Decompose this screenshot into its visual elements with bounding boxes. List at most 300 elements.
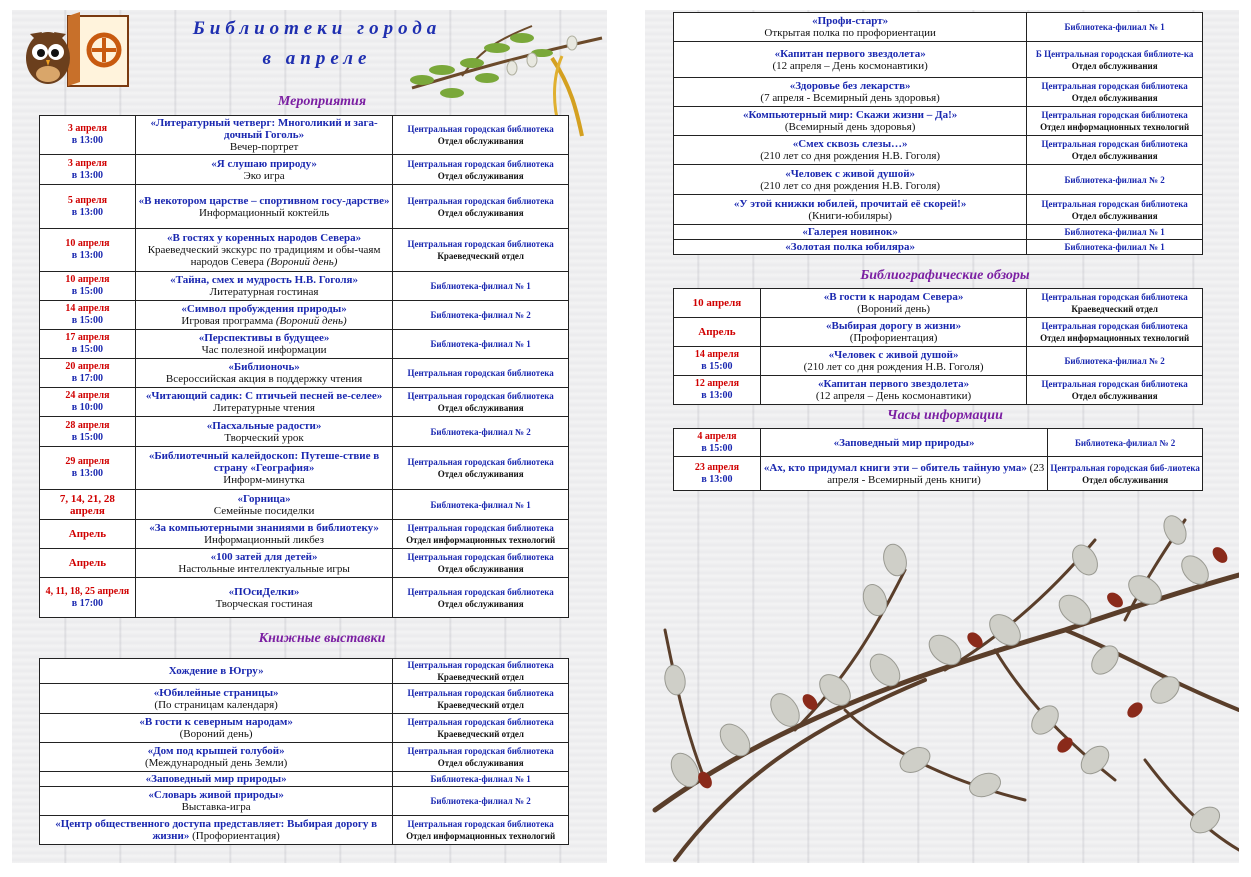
- event-subtitle-note: (Вороний день): [275, 315, 347, 327]
- table-row: [40, 155, 569, 185]
- event-title: Хождение в Югру»: [168, 665, 264, 677]
- title-line-1: Библиотеки города: [192, 18, 442, 39]
- venue-cell: [393, 520, 569, 549]
- date-cell: [40, 155, 136, 185]
- venue-library: Центральная городская библиотека: [1041, 110, 1188, 120]
- event-time: в 13:00: [71, 250, 104, 261]
- venue-library: Центральная городская биб-лиотека: [1050, 462, 1200, 473]
- venue-cell: [1027, 240, 1203, 255]
- event-date: 29 апреля: [65, 456, 110, 467]
- venue-department: Краеведческий отдел: [437, 672, 524, 682]
- event-subtitle: Информационный ликбез: [204, 534, 325, 546]
- table-row: [674, 78, 1203, 107]
- event-title: «Читающий садик: С птичьей песней ве-селее» Литературные чтения: [145, 390, 383, 414]
- date-cell: [674, 429, 761, 457]
- event-subtitle: (Вороний день): [857, 303, 931, 315]
- event-cell: [674, 225, 1027, 240]
- event-time: в 13:00: [71, 135, 104, 146]
- event-cell: [135, 490, 392, 520]
- event-title: «Здоровье без лекарств»: [789, 80, 911, 92]
- event-subtitle: (Международный день Земли): [144, 757, 288, 769]
- event-title: «Золотая полка юбиляра»: [785, 241, 915, 253]
- event-subtitle: Эко игра: [243, 169, 285, 182]
- table-row: [40, 549, 569, 578]
- table-row: [40, 272, 569, 301]
- table-row: [674, 240, 1203, 255]
- venue-cell: [1027, 78, 1203, 107]
- venue-cell: [393, 772, 569, 787]
- venue-department: Отдел информационных технологий: [406, 831, 556, 841]
- venue-library: Центральная городская библиотека: [407, 391, 554, 401]
- venue-department: Отдел обслуживания: [437, 564, 524, 574]
- event-subtitle: Вечер-портрет: [229, 141, 299, 153]
- table-row: [674, 165, 1203, 195]
- venue-cell: [1027, 136, 1203, 165]
- venue-library: Библиотека-филиал № 1: [430, 281, 531, 291]
- venue-library: Центральная городская библиотека: [407, 195, 554, 206]
- event-title: «Человек с живой душой»: [828, 349, 959, 361]
- event-title: «Юбилейные страницы»: [153, 686, 279, 699]
- event-title: «Капитан первого звездолета»: [817, 378, 970, 390]
- venue-cell: [1027, 107, 1203, 136]
- date-cell: [674, 376, 761, 405]
- venue-library: Б Центральная городская библиоте-ка: [1035, 48, 1194, 59]
- event-date: 12 апреля: [694, 378, 739, 389]
- table-row: [40, 772, 569, 787]
- event-title: «Заповедный мир природы»: [145, 773, 287, 785]
- table-row: [40, 520, 569, 549]
- event-subtitle: Игровая программа (Вороний день): [181, 315, 347, 327]
- venue-library: Центральная городская библиотека: [407, 586, 554, 597]
- venue-library: Центральная городская библиотека: [407, 687, 554, 698]
- event-subtitle: (210 лет со дня рождения Н.В. Гоголя): [803, 361, 984, 373]
- event-time: в 15:00: [701, 361, 733, 372]
- venue-department: Отдел информационных технологий: [1040, 333, 1190, 343]
- venue-department: Отдел обслуживания: [1071, 210, 1158, 221]
- venue-library: Центральная городская библиотека: [407, 717, 554, 727]
- date-cell: [674, 289, 761, 318]
- event-cell: [135, 155, 392, 185]
- event-date: Апрель: [68, 557, 107, 569]
- event-title: «Смех сквозь слезы…»: [792, 138, 908, 150]
- event-subtitle: (По страницам календаря): [154, 698, 278, 711]
- event-date: 7, 14, 21, 28 апреля: [59, 492, 115, 517]
- event-cell: [674, 136, 1027, 165]
- event-title: «100 затей для детей»: [210, 551, 318, 563]
- venue-library: Центральная городская библиотека: [407, 158, 554, 169]
- venue-library: Библиотека-филиал № 2: [1074, 437, 1176, 448]
- date-cell: [40, 549, 136, 578]
- event-time: в 17:00: [71, 373, 104, 384]
- event-title: «У этой книжки юбилей, прочитай её скорей!»: [733, 197, 967, 210]
- event-cell: [760, 318, 1026, 347]
- event-title: «В гости к северным народам»: [139, 716, 293, 728]
- date-cell: [40, 359, 136, 388]
- venue-department: Отдел информационных технологий: [1040, 122, 1190, 132]
- venue-cell: [1027, 225, 1203, 240]
- event-cell: [40, 659, 393, 684]
- table-row: [40, 578, 569, 618]
- table-row: [40, 787, 569, 816]
- table-row: [674, 225, 1203, 240]
- venue-cell: [393, 714, 569, 743]
- event-cell: [674, 195, 1027, 225]
- venue-library: Центральная городская библиотека: [1041, 379, 1188, 389]
- info-table: [673, 428, 1203, 491]
- event-date: 4 апреля: [697, 430, 737, 442]
- table-row: [40, 185, 569, 229]
- venue-department: Краеведческий отдел: [1071, 304, 1158, 314]
- event-cell: [760, 429, 1047, 457]
- table-row: [40, 447, 569, 490]
- table-row: [40, 743, 569, 772]
- venue-department: Отдел обслуживания: [437, 136, 524, 146]
- event-cell: [674, 78, 1027, 107]
- table-row: [40, 229, 569, 272]
- table-row: [674, 42, 1203, 78]
- venue-department: Отдел обслуживания: [437, 598, 524, 609]
- venue-library: Центральная городская библиотека: [407, 660, 554, 670]
- right-page: [645, 10, 1239, 863]
- venue-library: Библиотека-филиал № 2: [1064, 174, 1165, 185]
- event-subtitle: Информационный коктейль: [198, 206, 330, 219]
- event-date: 10 апреля: [65, 274, 110, 285]
- events-table: [39, 115, 569, 618]
- event-cell: [760, 347, 1026, 376]
- table-row: [40, 301, 569, 330]
- venue-library: Центральная городская библиотека: [407, 523, 554, 533]
- event-cell: [40, 714, 393, 743]
- venue-department: Отдел обслуживания: [1071, 60, 1158, 71]
- date-cell: [40, 330, 136, 359]
- venue-cell: [1027, 42, 1203, 78]
- event-title: «ПОсиДелки»: [228, 585, 300, 598]
- venue-department: Краеведческий отдел: [437, 729, 524, 739]
- event-subtitle: (210 лет со дня рождения Н.В. Гоголя): [760, 179, 941, 192]
- event-subtitle: Настольные интеллектуальные игры: [178, 563, 350, 575]
- venue-cell: [393, 549, 569, 578]
- table-row: [40, 116, 569, 155]
- venue-library: Центральная городская библиотека: [407, 368, 554, 378]
- event-cell: [135, 301, 392, 330]
- event-title: «Тайна, смех и мудрость Н.В. Гоголя»: [170, 274, 358, 286]
- venue-library: Центральная городская библиотека: [407, 239, 554, 249]
- event-cell: [135, 578, 392, 618]
- venue-cell: [1027, 165, 1203, 195]
- table-row: [674, 195, 1203, 225]
- venue-library: Центральная городская библиотека: [1041, 81, 1188, 91]
- event-time: в 15:00: [71, 431, 104, 443]
- table-row: [40, 684, 569, 714]
- event-time: в 13:00: [71, 206, 104, 218]
- event-title: «Библиотечный калейдоскоп: Путеше-ствие в страну «География»: [148, 450, 380, 474]
- event-title: «В некотором царстве – спортивном госу-дарстве»: [138, 194, 390, 207]
- venue-library: Библиотека-филиал № 1: [1064, 227, 1165, 237]
- event-cell: [760, 289, 1026, 318]
- event-cell: [760, 457, 1047, 491]
- table-row: [40, 417, 569, 447]
- event-subtitle: (Профориентация): [192, 830, 280, 842]
- table-row: [674, 457, 1203, 491]
- owl-book-logo-icon: [22, 12, 132, 90]
- venue-cell: [393, 116, 569, 155]
- date-cell: [674, 318, 761, 347]
- venue-library: Центральная городская библиотека: [1041, 292, 1188, 302]
- event-time: в 15:00: [701, 442, 733, 454]
- event-cell: [674, 13, 1027, 42]
- event-cell: [135, 388, 392, 417]
- venue-library: Библиотека-филиал № 2: [430, 310, 531, 320]
- event-cell: [674, 165, 1027, 195]
- venue-department: Отдел обслуживания: [437, 403, 524, 413]
- date-cell: [40, 417, 136, 447]
- event-cell: [135, 116, 392, 155]
- table-row: [674, 107, 1203, 136]
- event-subtitle: Выставка-игра: [181, 801, 251, 813]
- table-row: [674, 136, 1203, 165]
- venue-library: Центральная городская библиотека: [1041, 139, 1188, 149]
- event-subtitle: (7 апреля - Всемирный день здоровья): [760, 92, 940, 104]
- title-line-2: в апреле: [262, 48, 372, 69]
- table-row: [674, 347, 1203, 376]
- venue-cell: [393, 490, 569, 520]
- event-title: «В гостях у коренных народов Севера»: [166, 232, 362, 244]
- venue-department: Отдел информационных технологий: [406, 535, 556, 545]
- event-time: в 13:00: [701, 473, 733, 485]
- event-date: 3 апреля: [67, 157, 107, 169]
- event-cell: [674, 240, 1027, 255]
- event-subtitle: Творческий урок: [224, 431, 304, 444]
- date-cell: [40, 116, 136, 155]
- date-cell: [674, 347, 761, 376]
- venue-library: Центральная городская библиотека: [407, 457, 554, 467]
- venue-cell: [1027, 347, 1203, 376]
- venue-cell: [1027, 195, 1203, 225]
- event-subtitle: Литературная гостиная: [209, 286, 319, 298]
- event-subtitle: (Книги-юбиляры): [808, 209, 892, 222]
- event-subtitle: (Всемирный день здоровья): [784, 121, 916, 133]
- venue-cell: [393, 578, 569, 618]
- event-date: 20 апреля: [65, 361, 110, 372]
- event-subtitle: (Вороний день): [179, 728, 253, 740]
- section-events-title: Мероприятия: [277, 94, 367, 109]
- venue-cell: [393, 301, 569, 330]
- venue-cell: [393, 659, 569, 684]
- table-row: [674, 376, 1203, 405]
- event-subtitle: (12 апреля – День космонавтики): [815, 390, 972, 402]
- books-left-table: [39, 658, 569, 845]
- event-title: «Библионочь»: [228, 361, 300, 373]
- venue-cell: [393, 272, 569, 301]
- event-title: «Символ пробуждения природы»: [181, 303, 347, 315]
- event-subtitle: (23 апреля - Всемирный день книги): [827, 461, 1045, 486]
- venue-department: Отдел обслуживания: [1071, 93, 1158, 103]
- venue-library: Библиотека-филиал № 1: [430, 499, 531, 510]
- venue-cell: [393, 684, 569, 714]
- event-subtitle: (12 апреля – День космонавтики): [772, 59, 928, 72]
- event-cell: [135, 447, 392, 490]
- event-date: 14 апреля: [694, 349, 739, 360]
- event-title: «Горница»: [237, 492, 291, 505]
- table-row: [674, 429, 1203, 457]
- venue-department: Отдел обслуживания: [437, 207, 524, 218]
- table-row: [40, 330, 569, 359]
- venue-cell: [393, 787, 569, 816]
- event-cell: [674, 107, 1027, 136]
- event-date: 4, 11, 18, 25 апреля: [45, 585, 130, 597]
- venue-cell: [393, 330, 569, 359]
- venue-cell: [393, 388, 569, 417]
- venue-cell: [1048, 457, 1203, 491]
- event-date: 23 апреля: [694, 461, 739, 473]
- table-row: [40, 816, 569, 845]
- event-subtitle: Творческая гостиная: [215, 597, 313, 610]
- event-subtitle: Информ-минутка: [223, 474, 305, 486]
- event-cell: [135, 330, 392, 359]
- event-title: «Ах, кто придумал книги эти – обитель тайную ума» (23 апреля - Всемирный день книги): [763, 461, 1045, 486]
- venue-cell: [1027, 289, 1203, 318]
- date-cell: [40, 578, 136, 618]
- event-time: в 13:00: [71, 468, 104, 479]
- venue-library: Центральная городская библиотека: [407, 819, 554, 829]
- event-subtitle: Краеведческий экскурс по традициям и обы-чаям народов Севера (Вороний день): [147, 244, 381, 268]
- venue-cell: [393, 229, 569, 272]
- event-title: «Пасхальные радости»: [206, 419, 322, 432]
- event-date: 3 апреля: [67, 123, 107, 134]
- venue-department: Отдел обслуживания: [437, 469, 524, 479]
- venue-library: Библиотека-филиал № 1: [1064, 22, 1165, 32]
- venue-cell: [393, 155, 569, 185]
- event-subtitle: (Профориентация): [849, 332, 938, 344]
- event-cell: [40, 743, 393, 772]
- event-time: в 15:00: [71, 286, 104, 297]
- venue-library: Центральная городская библиотека: [1041, 198, 1188, 209]
- event-subtitle: (210 лет со дня рождения Н.В. Гоголя): [760, 150, 941, 162]
- date-cell: [40, 272, 136, 301]
- event-date: 17 апреля: [65, 332, 110, 343]
- event-title: «Литературный четверг: Многоликий и зага-дочный Гоголь»: [150, 117, 378, 141]
- event-title: «В гости к народам Севера»: [823, 291, 964, 303]
- event-time: в 15:00: [71, 344, 104, 355]
- section-books-title: Книжные выставки: [258, 631, 386, 646]
- left-page: [12, 10, 607, 863]
- date-cell: [40, 229, 136, 272]
- table-row: [674, 318, 1203, 347]
- event-date: 5 апреля: [67, 194, 107, 206]
- event-cell: [135, 549, 392, 578]
- venue-library: Библиотека-филиал № 2: [430, 426, 531, 437]
- books-right-table: [673, 12, 1203, 255]
- event-time: в 15:00: [71, 315, 104, 326]
- willow-branches-icon: [645, 480, 1239, 863]
- venue-cell: [1027, 318, 1203, 347]
- table-row: [40, 490, 569, 520]
- event-date: 10 апреля: [692, 297, 742, 309]
- event-subtitle: Литературные чтения: [213, 402, 315, 414]
- section-info-title: Часы информации: [887, 408, 1003, 423]
- event-title: «Профи-старт»: [812, 15, 889, 27]
- event-cell: [135, 229, 392, 272]
- event-subtitle-note: (Вороний день): [266, 256, 338, 268]
- event-cell: [135, 185, 392, 229]
- date-cell: [40, 490, 136, 520]
- event-cell: [40, 684, 393, 714]
- venue-cell: [393, 816, 569, 845]
- date-cell: [40, 520, 136, 549]
- event-date: Апрель: [68, 528, 107, 540]
- venue-cell: [1027, 13, 1203, 42]
- venue-library: Центральная городская библиотека: [407, 124, 554, 134]
- event-title: «Заповедный мир природы»: [833, 436, 975, 449]
- venue-cell: [1027, 376, 1203, 405]
- venue-department: Отдел обслуживания: [437, 170, 524, 181]
- event-title: «Перспективы в будущее»: [198, 332, 330, 344]
- table-row: [674, 13, 1203, 42]
- venue-cell: [1048, 429, 1203, 457]
- event-title: «Капитан первого звездолета»: [774, 47, 926, 60]
- event-title: «Словарь живой природы»: [148, 789, 284, 801]
- event-title: «Человек с живой душой»: [785, 167, 916, 180]
- date-cell: [674, 457, 761, 491]
- event-subtitle: Открытая полка по профориентации: [764, 27, 936, 39]
- event-date: 28 апреля: [65, 419, 110, 431]
- section-reviews-title: Библиографические обзоры: [860, 268, 1030, 283]
- event-cell: [40, 772, 393, 787]
- event-title: «Галерея новинок»: [802, 226, 898, 238]
- event-subtitle: Всероссийская акция в поддержку чтения: [165, 373, 363, 385]
- date-cell: [40, 388, 136, 417]
- event-cell: [135, 272, 392, 301]
- event-time: в 13:00: [701, 390, 733, 401]
- event-title: «Компьютерный мир: Скажи жизни – Да!»: [743, 109, 958, 121]
- venue-department: Краеведческий отдел: [437, 699, 524, 710]
- venue-department: Отдел обслуживания: [1082, 474, 1169, 485]
- venue-department: Краеведческий отдел: [437, 251, 524, 261]
- event-cell: [135, 520, 392, 549]
- venue-department: Отдел обслуживания: [437, 758, 524, 768]
- event-cell: [135, 417, 392, 447]
- event-time: в 13:00: [71, 169, 104, 181]
- date-cell: [40, 447, 136, 490]
- table-row: [674, 289, 1203, 318]
- venue-cell: [393, 359, 569, 388]
- event-cell: [40, 816, 393, 845]
- event-title: «Центр общественного доступа представляет: Выбирая дорогу в жизни» (Профориентация): [55, 818, 378, 842]
- venue-library: Центральная городская библиотека: [407, 552, 554, 562]
- venue-library: Центральная городская библиотека: [407, 746, 554, 756]
- table-row: [40, 359, 569, 388]
- venue-library: Центральная городская библиотека: [1041, 321, 1188, 331]
- event-date: 10 апреля: [65, 238, 110, 249]
- venue-department: Отдел обслуживания: [1071, 391, 1158, 401]
- venue-cell: [393, 447, 569, 490]
- event-title: «Я слушаю природу»: [211, 157, 317, 170]
- venue-library: Библиотека-филиал № 1: [430, 339, 531, 349]
- table-row: [40, 659, 569, 684]
- table-row: [40, 714, 569, 743]
- venue-library: Библиотека-филиал № 1: [430, 774, 531, 784]
- venue-cell: [393, 185, 569, 229]
- venue-library: Библиотека-филиал № 2: [430, 796, 531, 806]
- event-time: в 17:00: [71, 597, 104, 609]
- reviews-table: [673, 288, 1203, 405]
- event-subtitle: Час полезной информации: [201, 344, 327, 356]
- event-date: Апрель: [698, 326, 736, 338]
- venue-cell: [393, 417, 569, 447]
- date-cell: [40, 185, 136, 229]
- event-subtitle: Семейные посиделки: [213, 504, 315, 517]
- event-cell: [40, 787, 393, 816]
